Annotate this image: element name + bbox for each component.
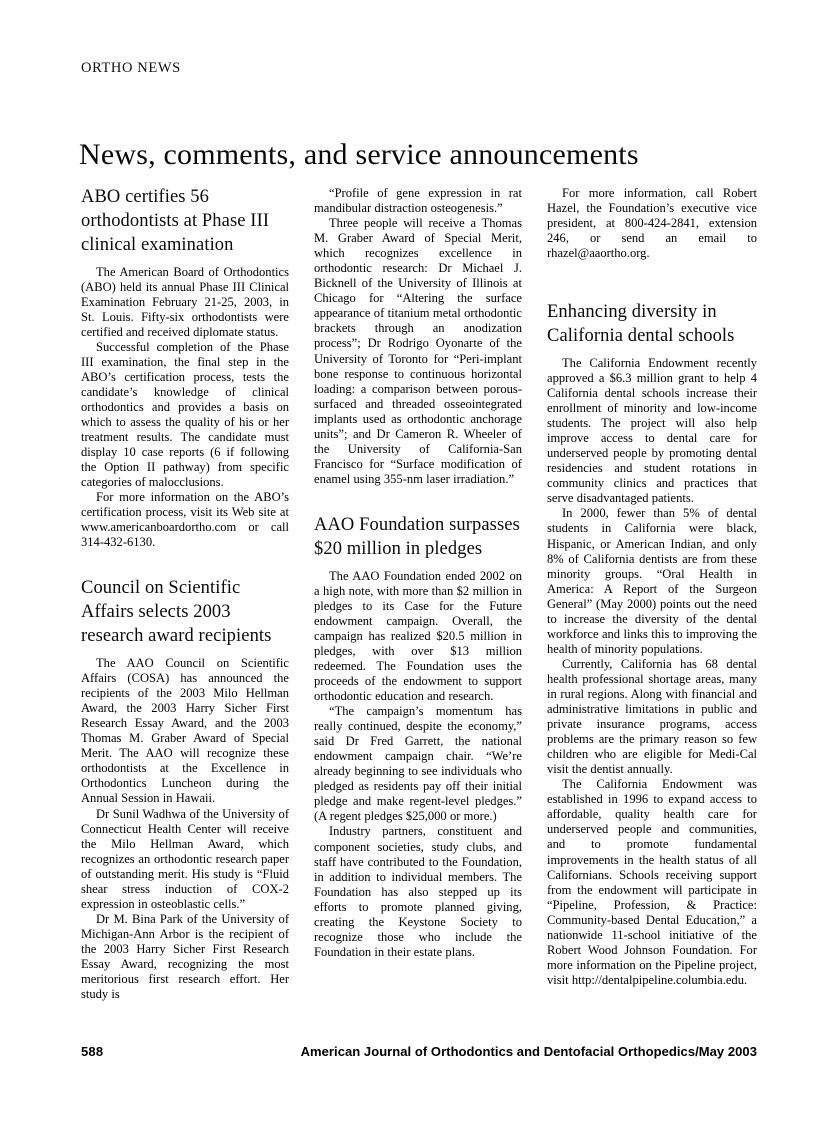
column-1 [81, 186, 289, 1026]
paragraph: The California Endowment was established in 1996 to expand access to affordable, quality health care for underserved people and communities, and to promote fundamental improvements in the health status of all Californians. Schools receiving support from the endowment will participate in “Pipeline, Profession, & Practice: Community-based Dental Education,” a nationwide 11-school initiative of the Robert Wood Johnson Foundation. For more information on the Pipeline project, visit http://dentalpipeline.columbia.edu. [547, 777, 757, 987]
section-heading-abo-certifies: ABO certifies 56 orthodontists at Phase III clinical examination [81, 187, 270, 255]
paragraph: The California Endowment recently approved a $6.3 million grant to help 4 California dental schools increase their enrollment of minority and low-income students. The project will also help improve access to dental care for underserved people by promoting dental residencies and student rotations in community clinics and practices that serve disadvantaged patients. [547, 355, 757, 506]
paragraph: In 2000, fewer than 5% of dental students in California were black, Hispanic, or American Indian, and only 8% of California dentists are from these minority groups. “Oral Health in America: A Report of the Surgeon General” (May 2000) points out the need to increase the diversity of the dental workforce and links this to improving the health of minority populations. [547, 506, 757, 656]
paragraph: Successful completion of the Phase III examination, the final step in the ABO’s certification process, tests the candidate’s knowledge of clinical orthodontics and provides a basis on which to assess the quality of his or her treatment results. The candidate must display 10 case reports (6 if following the Option II pathway) from specific categories of malocclusions. [81, 339, 289, 490]
paragraph: Dr M. Bina Park of the University of Michigan-Ann Arbor is the recipient of the 2003 Harry Sicher First Research Essay Award, recognizing the most meritorious first research effort. Her study is [81, 911, 289, 1002]
column-2 [314, 186, 522, 1026]
paragraph: For more information on the ABO’s certification process, visit its Web site at www.americanboardortho.com or call 314-432-6130. [81, 490, 289, 550]
paragraph: The American Board of Orthodontics (ABO) held its annual Phase III Clinical Examination February 21-25, 2003, in St. Louis. Fifty-six orthodontists were certified and received diplomate status. [81, 264, 289, 339]
paragraph: Industry partners, constituent and component societies, study clubs, and staff have contributed to the Foundation, in addition to individual members. The Foundation has also stepped up its efforts to promote planned giving, creating the Keystone Society to recognize those who include the Foundation in their estate plans. [314, 824, 522, 959]
paragraph: For more information, call Robert Hazel, the Foundation’s executive vice president, at 800-424-2841, extension 246, or send an email to rhazel@aaortho.org. [547, 186, 757, 261]
running-head: ORTHO NEWS [81, 60, 181, 76]
section-heading-enhancing-diversity: Enhancing diversity in California dental schools [547, 302, 735, 347]
article-columns [81, 186, 757, 1026]
page-footer [81, 1044, 757, 1059]
paragraph: Three people will receive a Thomas M. Graber Award of Special Merit, which recognizes excellence in orthodontic research: Dr Michael J. Bicknell of the University of Illinois at Chicago for “Altering the surface appearance of titanium metal orthodontic brackets through an anodization process”; Dr Rodrigo Oyonarte of the University of Toronto for “Peri-implant bone response to continuous horizontal loading: a comparison between porous-surfaced and threaded osseointegrated implants used as orthodontic anchorage units”; and Dr Cameron R. Wheeler of the University of California-San Francisco for “Surface modification of enamel using 355-nm laser irradiation.” [314, 216, 522, 486]
paragraph: “Profile of gene expression in rat mandibular distraction osteogenesis.” [314, 186, 522, 216]
page-number: 588 [81, 1044, 104, 1059]
paragraph: Dr Sunil Wadhwa of the University of Connecticut Health Center will receive the Milo Hellman Award, which recognizes an orthodontic research paper of outstanding merit. His study is “Fluid shear stress induction of COX-2 expression in osteoblastic cells.” [81, 806, 289, 911]
section-heading-aao-foundation: AAO Foundation surpasses $20 million in pledges [314, 514, 520, 559]
paragraph: Currently, California has 68 dental health professional shortage areas, many in rural regions. Along with financial and administrative limitations in public and private insurance programs, access problems are the primary reason so few children who are eligible for Medi-Cal visit the dentist annually. [547, 656, 757, 777]
journal-citation: American Journal of Orthodontics and Dentofacial Orthopedics/May 2003 [300, 1044, 757, 1059]
section-heading-council-scientific-affairs: Council on Scientific Affairs selects 2003 research award recipients [81, 578, 272, 647]
page-title: News, comments, and service announcements [79, 138, 639, 172]
paragraph: The AAO Council on Scientific Affairs (COSA) has announced the recipients of the 2003 Milo Hellman Award, the 2003 Harry Sicher First Research Essay Award, and the 2003 Thomas M. Graber Award of Special Merit. The AAO will recognize these orthodontists at the Excellence in Orthodontics Luncheon during the Annual Session in Hawaii. [81, 656, 289, 806]
column-3 [547, 186, 757, 1026]
paragraph: The AAO Foundation ended 2002 on a high note, with more than $2 million in pledges to its Case for the Future endowment campaign. Overall, the campaign has realized $20.5 million in pledges, with over $13 million redeemed. The Foundation uses the proceeds of the endowment to support orthodontic education and research. [314, 568, 522, 704]
paragraph: “The campaign’s momentum has really continued, despite the economy,” said Dr Fred Garrett, the national endowment campaign chair. “We’re already beginning to see individuals who pledged as residents pay off their initial pledge and make regent-level pledges.” (A regent pledges $25,000 or more.) [314, 704, 522, 824]
